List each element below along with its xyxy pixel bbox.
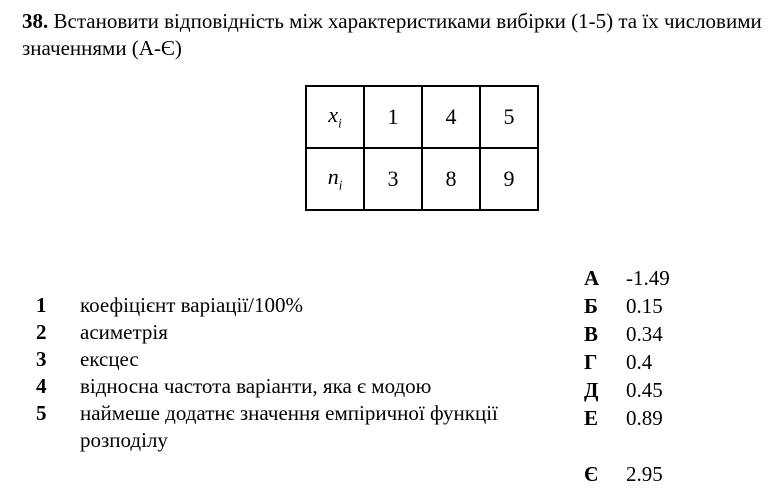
answer-value: 0.4 [626, 350, 653, 374]
answer-option [584, 348, 670, 376]
table-cell: 8 [422, 148, 480, 210]
question-body: Встановити відповідність між характеристиками вибірки (1-5) та їх числовими значеннями (А-Є) [22, 9, 762, 60]
x-header [306, 86, 364, 148]
table-row-n [306, 148, 538, 210]
list-item [36, 319, 550, 346]
table-cell: 3 [364, 148, 422, 210]
list-item [36, 346, 550, 373]
table-cell: 1 [364, 86, 422, 148]
answer-letter: А [584, 266, 600, 290]
answer-option [584, 404, 670, 432]
item-number: 1 [36, 293, 47, 317]
item-text: ексцес [80, 347, 139, 371]
answer-value: 0.34 [626, 322, 663, 346]
answer-letter: Д [584, 378, 599, 402]
item-text: наймеше додатнє значення емпіричної функції розподілу [80, 401, 498, 452]
item-number: 5 [36, 401, 47, 425]
answer-letter: Б [584, 294, 598, 318]
n-subscript: i [338, 177, 343, 193]
n-header [306, 148, 364, 210]
answer-value: 0.15 [626, 294, 663, 318]
table-cell: 5 [480, 86, 538, 148]
distribution-table [305, 85, 539, 211]
answer-option [584, 264, 670, 292]
item-number: 4 [36, 374, 47, 398]
x-subscript: i [338, 115, 342, 131]
question-number: 38. [22, 9, 49, 33]
x-label: x [328, 102, 339, 128]
item-text: відносна частота варіанти, яка є модою [80, 374, 432, 398]
item-number: 2 [36, 320, 47, 344]
item-text: коефіцієнт варіації/100% [80, 293, 304, 317]
answer-value: 0.89 [626, 406, 663, 430]
answer-letter: Е [584, 406, 599, 430]
answer-option [584, 320, 670, 348]
table-row-x [306, 86, 538, 148]
question-text [22, 8, 762, 62]
item-text: асиметрія [80, 320, 168, 344]
list-item [36, 292, 550, 319]
list-item [36, 400, 550, 454]
answer-option [584, 376, 670, 404]
list-item [36, 373, 550, 400]
n-label: n [327, 164, 339, 190]
values-list [584, 264, 670, 488]
characteristics-list [36, 292, 550, 454]
table-cell: 4 [422, 86, 480, 148]
answer-option [584, 460, 670, 488]
answer-value: 2.95 [626, 462, 663, 486]
answer-value: -1.49 [626, 266, 670, 290]
table-cell: 9 [480, 148, 538, 210]
answer-value: 0.45 [626, 378, 663, 402]
answer-option [584, 292, 670, 320]
answer-letter: Г [584, 350, 598, 374]
answer-letter: В [584, 322, 599, 346]
item-number: 3 [36, 347, 47, 371]
answer-letter: Є [584, 462, 599, 486]
